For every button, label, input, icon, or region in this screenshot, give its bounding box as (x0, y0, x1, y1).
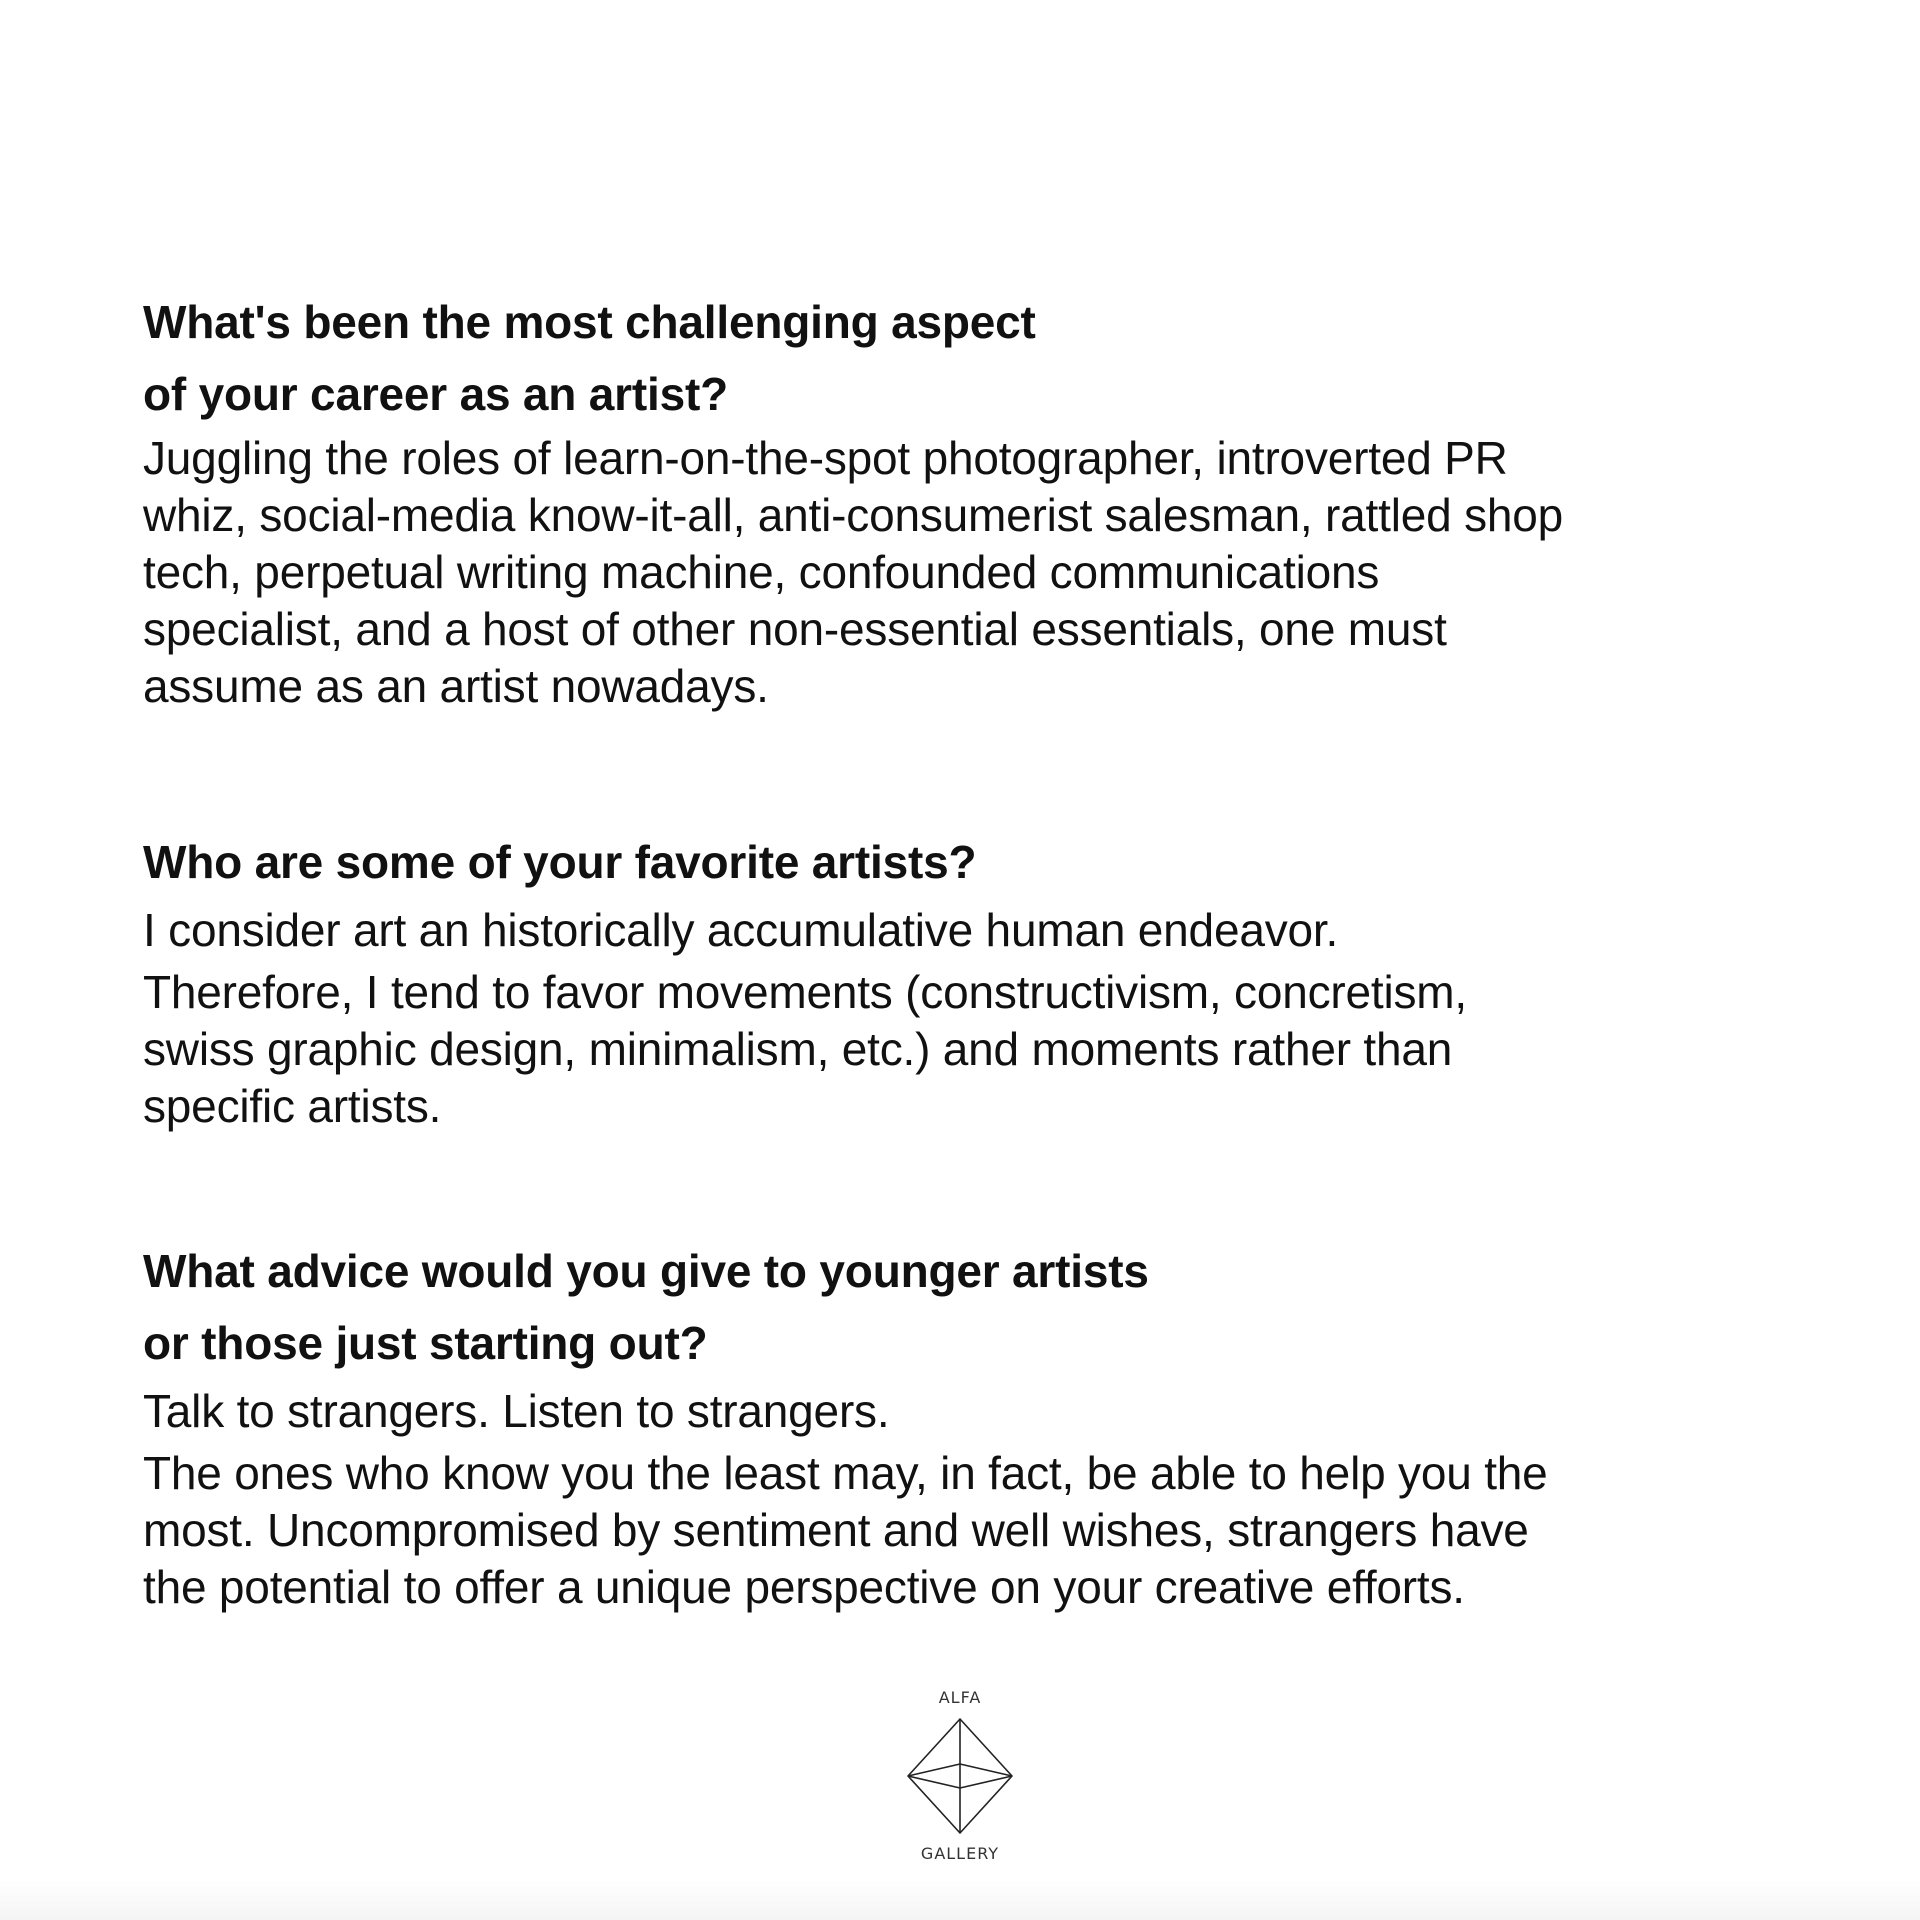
answer-line: the potential to offer a unique perspective on your creative efforts. (143, 1561, 1465, 1613)
qa-favorite-artists (143, 826, 1803, 1135)
answer-line: specialist, and a host of other non-essential essentials, one must (143, 603, 1447, 655)
question-heading (143, 1235, 1803, 1379)
answer-line: Talk to strangers. Listen to strangers. (143, 1385, 890, 1437)
logo-bottom-text: GALLERY (920, 1844, 1000, 1863)
answer-line: tech, perpetual writing machine, confounded communications (143, 546, 1380, 598)
answer-line: Juggling the roles of learn-on-the-spot photographer, introverted PR (143, 432, 1508, 484)
answer-line: swiss graphic design, minimalism, etc.) and moments rather than (143, 1023, 1453, 1075)
answer-line: Therefore, I tend to favor movements (constructivism, concretism, (143, 966, 1468, 1018)
answer-line: assume as an artist nowadays. (143, 660, 769, 712)
qa-advice (143, 1235, 1803, 1616)
octahedron-icon (905, 1716, 1015, 1836)
answer-paragraph (143, 430, 1803, 715)
question-line: What's been the most challenging aspect (143, 296, 1036, 348)
answer-paragraph (143, 902, 1803, 1135)
question-line: What advice would you give to younger artists (143, 1245, 1149, 1297)
answer-line: whiz, social-media know-it-all, anti-consumerist salesman, rattled shop (143, 489, 1564, 541)
qa-challenging-aspect (143, 286, 1803, 715)
answer-line: specific artists. (143, 1080, 442, 1132)
question-line: Who are some of your favorite artists? (143, 836, 977, 888)
question-heading (143, 286, 1803, 430)
logo-top-text: ALFA (938, 1688, 982, 1707)
question-line: or those just starting out? (143, 1317, 708, 1369)
answer-line: The ones who know you the least may, in fact, be able to help you the (143, 1447, 1548, 1499)
answer-line: most. Uncompromised by sentiment and well wishes, strangers have (143, 1504, 1529, 1556)
question-heading (143, 826, 1803, 898)
alfa-gallery-logo (910, 1688, 1010, 1868)
answer-line: I consider art an historically accumulative human endeavor. (143, 904, 1339, 956)
question-line: of your career as an artist? (143, 368, 728, 420)
answer-paragraph (143, 1383, 1803, 1616)
